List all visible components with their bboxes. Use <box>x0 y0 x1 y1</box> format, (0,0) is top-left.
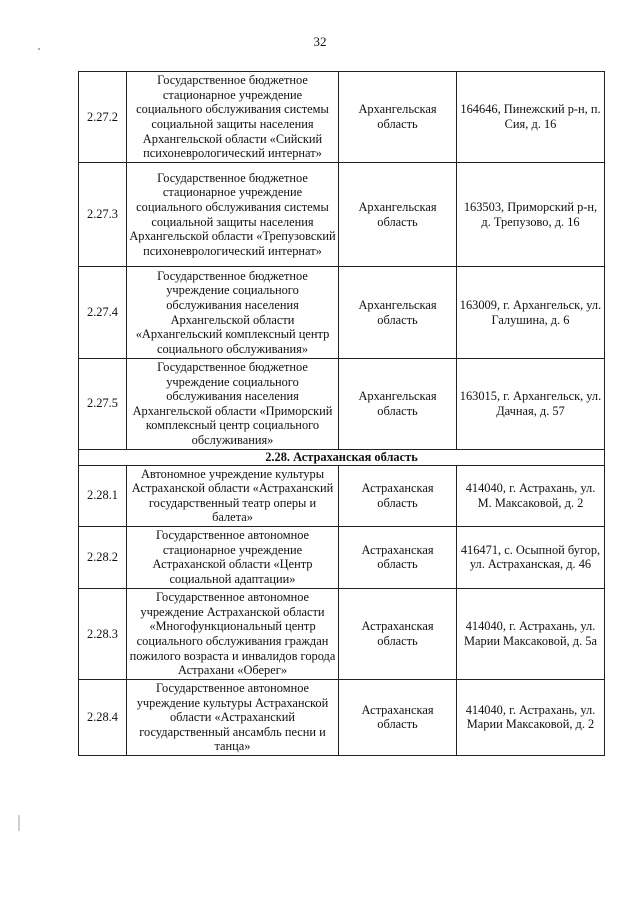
section-title: 2.28. Астраханская область <box>79 449 605 465</box>
region-name: Архангельская область <box>358 297 437 327</box>
page-number: 32 <box>313 34 327 49</box>
region-name: Архангельская область <box>358 199 437 229</box>
address-cell <box>457 359 605 450</box>
row-number-cell: 2.27.3 <box>79 163 127 267</box>
region-cell <box>339 359 457 450</box>
region-name: Архангельская область <box>358 102 437 131</box>
address-cell <box>457 526 605 588</box>
address-cell <box>457 163 605 267</box>
table-row <box>79 679 605 755</box>
table-row <box>79 465 605 526</box>
address-cell <box>457 588 605 679</box>
organization-name-cell <box>127 679 339 755</box>
table-row <box>79 267 605 359</box>
organization-name: Государственное бюджетное учреждение социального обслуживания населения Архангельской области «Архангельский комплексный центр социального обслуживания» <box>135 268 330 356</box>
region-name: Астраханская область <box>361 542 434 572</box>
scan-speck <box>38 48 40 50</box>
organization-name-cell <box>127 72 339 163</box>
table-row <box>79 163 605 267</box>
organization-name-cell <box>127 359 339 450</box>
organization-name-cell <box>127 465 339 526</box>
scan-edge-mark <box>18 815 20 831</box>
region-cell <box>339 267 457 359</box>
address-cell <box>457 72 605 163</box>
address: 164646, Пинежский р-н, п. Сия, д. 16 <box>460 102 601 131</box>
region-cell <box>339 72 457 163</box>
table-row <box>79 359 605 450</box>
row-number-cell: 2.28.4 <box>79 679 127 755</box>
row-number-cell: 2.28.2 <box>79 526 127 588</box>
address: 163009, г. Архангельск, ул. Галушина, д. 6 <box>459 297 602 327</box>
address-cell <box>457 465 605 526</box>
address: 163015, г. Архангельск, ул. Дачная, д. 57 <box>459 389 602 418</box>
organization-name: Автономное учреждение культуры Астраханской области «Астраханский государственный театр оперы и балета» <box>131 466 334 525</box>
address: 414040, г. Астрахань, ул. Марии Максаковой, д. 2 <box>465 702 596 732</box>
address: 414040, г. Астрахань, ул. М. Максаковой, д. 2 <box>465 481 596 510</box>
table-row <box>79 588 605 679</box>
address-cell <box>457 267 605 359</box>
region-cell <box>339 163 457 267</box>
row-number-cell: 2.27.2 <box>79 72 127 163</box>
organization-name: Государственное автономное учреждение культуры Астраханской области «Астраханский государственный ансамбль песни и танца» <box>136 680 329 754</box>
region-cell <box>339 465 457 526</box>
address: 414040, г. Астрахань, ул. Марии Максаковой, д. 5а <box>463 619 598 648</box>
organizations-table <box>78 71 605 756</box>
region-name: Архангельская область <box>358 389 437 418</box>
organization-name: Государственное бюджетное стационарное учреждение социального обслуживания системы социальной защиты населения Архангельской области «Трепузовский психоневрологический интернат» <box>129 170 336 258</box>
organization-name: Государственное бюджетное стационарное учреждение социального обслуживания системы социальной защиты населения Архангельской области «Сийский психоневрологический интернат» <box>136 73 329 161</box>
row-number-cell: 2.28.1 <box>79 465 127 526</box>
address: 416471, с. Осыпной бугор, ул. Астраханская, д. 46 <box>460 542 601 572</box>
row-number-cell: 2.27.4 <box>79 267 127 359</box>
organization-name-cell <box>127 267 339 359</box>
address-cell <box>457 679 605 755</box>
row-number-cell: 2.27.5 <box>79 359 127 450</box>
organization-name: Государственное автономное учреждение Астраханской области «Многофункциональный центр социального обслуживания граждан пожилого возраста и инвалидов города Астрахани «Оберег» <box>129 590 336 678</box>
region-name: Астраханская область <box>361 702 434 732</box>
section-header-row <box>79 449 605 465</box>
organization-name-cell <box>127 163 339 267</box>
table-row <box>79 72 605 163</box>
region-cell <box>339 679 457 755</box>
table-row <box>79 526 605 588</box>
organization-name: Государственное бюджетное учреждение социального обслуживания населения Архангельской области «Приморский комплексный центр социального обслуживания» <box>132 360 333 447</box>
organization-name-cell <box>127 526 339 588</box>
address: 163503, Приморский р-н, д. Трепузово, д. 16 <box>463 199 598 229</box>
organization-name-cell <box>127 588 339 679</box>
region-cell <box>339 526 457 588</box>
region-name: Астраханская область <box>361 481 434 510</box>
organization-name: Государственное автономное стационарное учреждение Астраханской области «Центр социальной адаптации» <box>152 528 313 587</box>
region-name: Астраханская область <box>361 619 434 648</box>
region-cell <box>339 588 457 679</box>
row-number-cell: 2.28.3 <box>79 588 127 679</box>
